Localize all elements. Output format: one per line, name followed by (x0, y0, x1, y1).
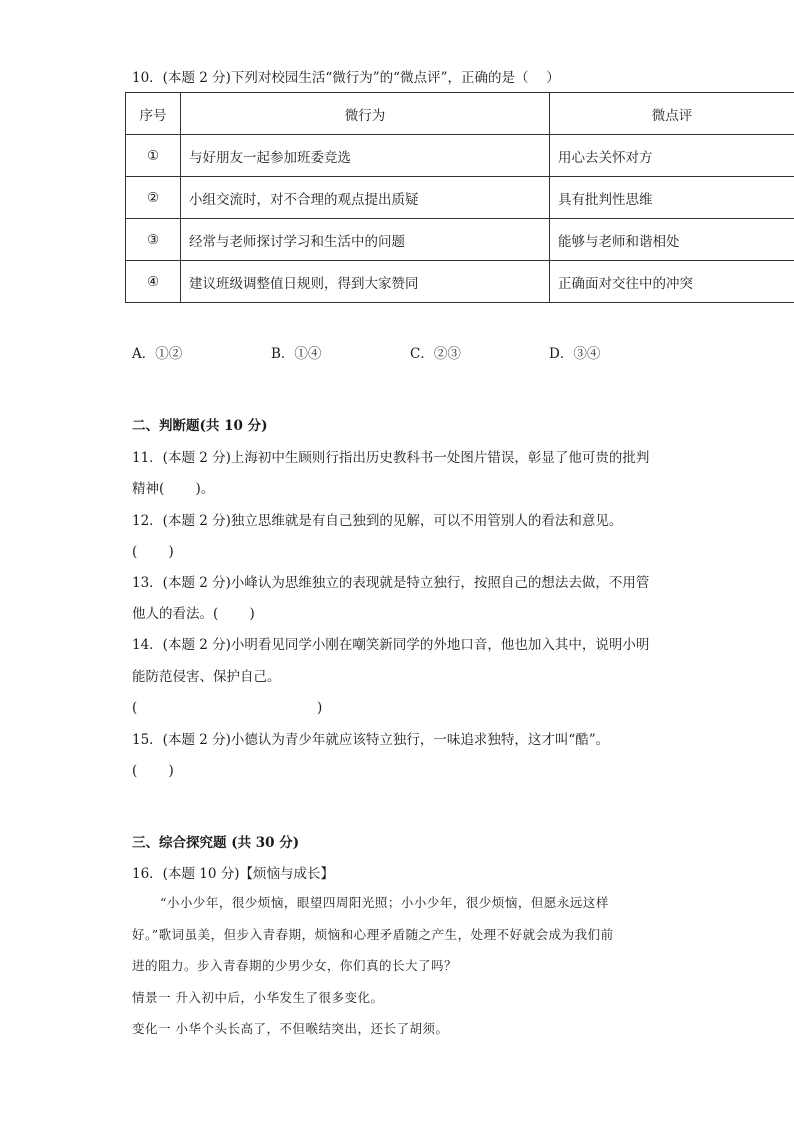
table-row (126, 261, 794, 303)
row-serial: ② (126, 177, 181, 219)
option-a: A．①② (132, 346, 183, 362)
q16-change-1: 变化一 小华个头长高了，不但喉结突出，还长了胡须。 (132, 1021, 449, 1036)
option-d: D．③④ (549, 346, 601, 362)
q14-line-2: 能防范侵害、保护自己。 (132, 669, 281, 685)
table-row (126, 219, 794, 261)
q16-scene-1: 情景一 升入初中后，小华发生了很多变化。 (132, 990, 384, 1005)
row-serial: ① (126, 135, 181, 177)
row-behavior: 小组交流时，对不合理的观点提出质疑 (181, 177, 550, 219)
section-2-title: 二、判断题(共 10 分) (132, 418, 268, 434)
row-serial: ④ (126, 261, 181, 303)
row-behavior: 与好朋友一起参加班委竞选 (181, 135, 550, 177)
q12-line-2: ( ) (132, 544, 174, 560)
header-behavior: 微行为 (181, 93, 550, 135)
q13-line-1: 13．(本题 2 分)小峰认为思维独立的表现就是特立独行，按照自己的想法去做，不用管 (132, 575, 650, 591)
table-row (126, 177, 794, 219)
q16-head: 16．(本题 10 分)【烦恼与成长】 (132, 866, 334, 882)
q16-paragraph-line: 进的阻力。步入青春期的少男少女，你们真的长大了吗？ (132, 958, 458, 973)
behavior-comment-table (125, 92, 794, 303)
table-header-row (126, 93, 794, 135)
q12-line-1: 12．(本题 2 分)独立思维就是有自己独到的见解，可以不用管别人的看法和意见。 (132, 513, 623, 529)
row-comment: 能够与老师和谐相处 (550, 219, 794, 261)
q16-paragraph-line: 好。”歌词虽美，但步入青春期，烦恼和心理矛盾随之产生，处理不好就会成为我们前 (132, 927, 614, 942)
q15-line-2: ( ) (132, 763, 174, 779)
header-serial: 序号 (126, 93, 181, 135)
header-comment: 微点评 (550, 93, 794, 135)
q15-line-1: 15．(本题 2 分)小德认为青少年就应该特立独行，一味追求独特，这才叫“酷”。 (132, 732, 610, 748)
option-b: B．①④ (271, 346, 322, 362)
q11-line-1: 11．(本题 2 分)上海初中生顾则行指出历史教科书一处图片错误，彰显了他可贵的批判 (132, 450, 650, 466)
q11-line-2: 精神( )。 (132, 481, 215, 497)
q14-line-3: ( ) (132, 700, 323, 716)
row-comment: 正确面对交往中的冲突 (550, 261, 794, 303)
section-3-title: 三、综合探究题 (共 30 分) (132, 835, 300, 851)
q14-line-1: 14．(本题 2 分)小明看见同学小刚在嘲笑新同学的外地口音，他也加入其中，说明小明 (132, 637, 650, 653)
q16-paragraph-line: “小小少年，很少烦恼，眼望四周阳光照；小小少年，很少烦恼，但愿永远这样 (160, 895, 609, 910)
option-c: C．②③ (410, 346, 461, 362)
row-serial: ③ (126, 219, 181, 261)
table-row (126, 135, 794, 177)
row-comment: 用心去关怀对方 (550, 135, 794, 177)
question-10-stem: 10．(本题 2 分)下列对校园生活“微行为”的“微点评”，正确的是（ ） (132, 70, 560, 86)
row-behavior: 经常与老师探讨学习和生活中的问题 (181, 219, 550, 261)
q13-line-2: 他人的看法。( ) (132, 606, 255, 622)
row-behavior: 建议班级调整值日规则，得到大家赞同 (181, 261, 550, 303)
row-comment: 具有批判性思维 (550, 177, 794, 219)
